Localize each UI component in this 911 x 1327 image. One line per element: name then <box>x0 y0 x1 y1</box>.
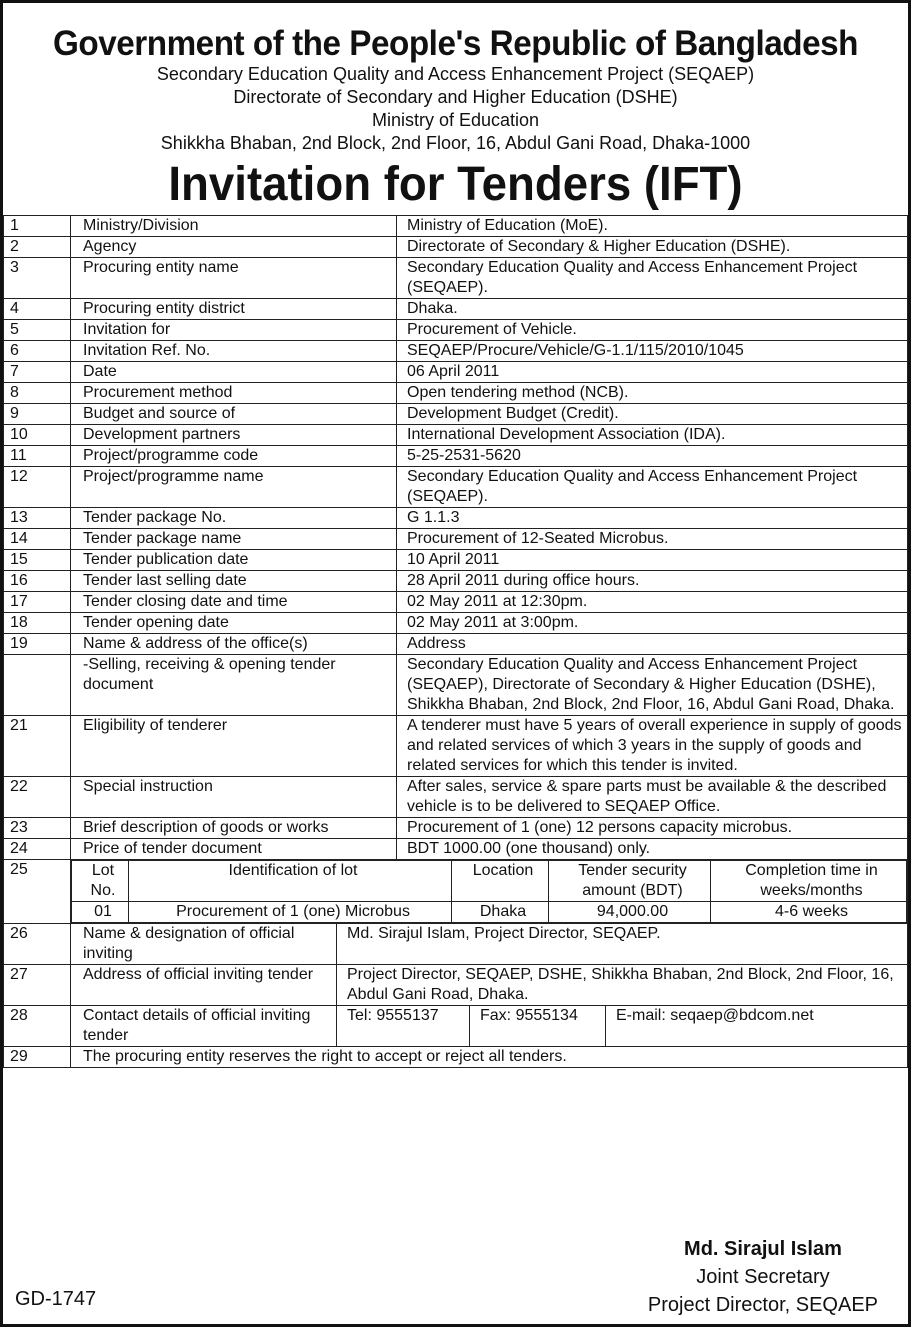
row-number: 21 <box>4 716 71 777</box>
row-value: SEQAEP/Procure/Vehicle/G-1.1/115/2010/1045 <box>397 341 908 362</box>
row-label: Agency <box>71 237 397 258</box>
table-row <box>4 467 908 508</box>
lot-header-location: Location <box>452 861 549 902</box>
row-label: Invitation for <box>71 320 397 341</box>
lot-table <box>71 860 907 923</box>
row-number: 29 <box>4 1047 71 1068</box>
row-value: Ministry of Education (MoE). <box>397 216 908 237</box>
row-label: Project/programme name <box>71 467 397 508</box>
row-label: Eligibility of tenderer <box>71 716 397 777</box>
row-value: Project Director, SEQAEP, DSHE, Shikkha Bhaban, 2nd Block, 2nd Floor, 16, Abdul Gani Road, Dhaka. <box>347 966 894 1003</box>
row-value: Open tendering method (NCB). <box>397 383 908 404</box>
row-value: Directorate of Secondary & Higher Education (DSHE). <box>397 237 908 258</box>
row-number: 27 <box>4 965 71 1006</box>
row-label: Procuring entity district <box>71 299 397 320</box>
table-row <box>4 237 908 258</box>
row-value: 28 April 2011 during office hours. <box>397 571 908 592</box>
table-row <box>4 341 908 362</box>
row-value: 10 April 2011 <box>397 550 908 571</box>
row-text: The procuring entity reserves the right to accept or reject all tenders. <box>71 1047 908 1068</box>
row-number: 14 <box>4 529 71 550</box>
row-label: Address of official inviting tender <box>71 965 337 1005</box>
row-number: 19 <box>4 634 71 655</box>
row-label: Special instruction <box>71 777 397 818</box>
row-value: G 1.1.3 <box>397 508 908 529</box>
row-label: -Selling, receiving & opening tender document <box>71 655 397 716</box>
contact-email: E-mail: seqaep@bdcom.net <box>616 1007 814 1024</box>
row-label: Name & address of the office(s) <box>71 634 397 655</box>
table-row <box>4 777 908 818</box>
row-value: Procurement of 1 (one) 12 persons capacity microbus. <box>397 818 908 839</box>
row-number: 9 <box>4 404 71 425</box>
government-title: Government of the People's Republic of Bangladesh <box>53 24 858 63</box>
row-number: 1 <box>4 216 71 237</box>
row-label: Budget and source of <box>71 404 397 425</box>
row-value: Secondary Education Quality and Access Enhancement Project (SEQAEP). <box>397 258 908 299</box>
row-label: Contact details of official inviting tender <box>71 1006 337 1046</box>
row-label: Date <box>71 362 397 383</box>
row-value: 5-25-2531-5620 <box>397 446 908 467</box>
lot-no: 01 <box>72 902 129 923</box>
row-label: Tender package name <box>71 529 397 550</box>
row-number: 15 <box>4 550 71 571</box>
table-row <box>4 425 908 446</box>
row-value: Procurement of Vehicle. <box>397 320 908 341</box>
row-number: 4 <box>4 299 71 320</box>
directorate-line: Directorate of Secondary and Higher Education (DSHE) <box>233 87 678 107</box>
table-row <box>4 446 908 467</box>
row-value: After sales, service & spare parts must be available & the described vehicle is to be delivered to SEQAEP Office. <box>397 777 908 818</box>
table-row <box>4 613 908 634</box>
lot-header-completion: Completion time in weeks/months <box>711 861 907 902</box>
table-row-26 <box>4 924 908 965</box>
row-number: 2 <box>4 237 71 258</box>
row-value: Development Budget (Credit). <box>397 404 908 425</box>
row-number: 18 <box>4 613 71 634</box>
table-row <box>4 320 908 341</box>
row-number <box>4 655 71 716</box>
table-row <box>4 839 908 860</box>
row-number: 25 <box>4 860 71 924</box>
lot-header-no: Lot No. <box>72 861 129 902</box>
row-number: 8 <box>4 383 71 404</box>
table-row <box>4 404 908 425</box>
lot-identification: Procurement of 1 (one) Microbus <box>129 902 452 923</box>
table-row <box>4 258 908 299</box>
row-value: Md. Sirajul Islam, Project Director, SEQAEP. <box>347 925 661 942</box>
table-row-28 <box>4 1006 908 1047</box>
row-value: BDT 1000.00 (one thousand) only. <box>397 839 908 860</box>
project-line: Secondary Education Quality and Access Enhancement Project (SEQAEP) <box>156 64 755 84</box>
row-value: 06 April 2011 <box>397 362 908 383</box>
lot-header-identification: Identification of lot <box>129 861 452 902</box>
row-number: 13 <box>4 508 71 529</box>
lot-location: Dhaka <box>452 902 549 923</box>
row-value: Secondary Education Quality and Access Enhancement Project (SEQAEP), Directorate of Secondary & Higher Education (DSHE), Shikkha Bhaban, 2nd Block, 2nd Floor, 16, Abdul Gani Road, Dhaka. <box>397 655 908 716</box>
row-number: 26 <box>4 924 71 965</box>
table-row <box>4 216 908 237</box>
table-row <box>4 716 908 777</box>
row-label: Tender publication date <box>71 550 397 571</box>
signatory-role: Project Director, SEQAEP <box>647 1294 878 1316</box>
table-row <box>4 529 908 550</box>
row-number: 11 <box>4 446 71 467</box>
row-label: Development partners <box>71 425 397 446</box>
row-label: Tender last selling date <box>71 571 397 592</box>
row-label: Tender package No. <box>71 508 397 529</box>
row-number: 17 <box>4 592 71 613</box>
table-row <box>4 508 908 529</box>
row-label: Ministry/Division <box>71 216 397 237</box>
ministry-line: Ministry of Education <box>371 110 540 130</box>
row-label: Procuring entity name <box>71 258 397 299</box>
table-row <box>4 592 908 613</box>
row-number: 7 <box>4 362 71 383</box>
ift-heading: Invitation for Tenders (IFT) <box>168 158 743 211</box>
row-label: Invitation Ref. No. <box>71 341 397 362</box>
row-value: International Development Association (IDA). <box>397 425 908 446</box>
lot-security: 94,000.00 <box>549 902 711 923</box>
table-row <box>4 383 908 404</box>
row-number: 23 <box>4 818 71 839</box>
row-value: Dhaka. <box>397 299 908 320</box>
row-number: 24 <box>4 839 71 860</box>
table-row-lot <box>4 860 908 924</box>
row-number: 16 <box>4 571 71 592</box>
row-number: 10 <box>4 425 71 446</box>
table-row <box>4 299 908 320</box>
table-row-27 <box>4 965 908 1006</box>
table-row <box>4 818 908 839</box>
signature-block <box>648 1235 878 1319</box>
row-value: Procurement of 12-Seated Microbus. <box>397 529 908 550</box>
row-label: Brief description of goods or works <box>71 818 397 839</box>
table-row-29 <box>4 1047 908 1068</box>
row-label: Name & designation of official inviting <box>71 924 337 964</box>
row-number: 28 <box>4 1006 71 1047</box>
row-label: Tender closing date and time <box>71 592 397 613</box>
row-label: Tender opening date <box>71 613 397 634</box>
table-row <box>4 634 908 655</box>
notice-header <box>3 25 908 215</box>
row-value: Secondary Education Quality and Access Enhancement Project (SEQAEP). <box>397 467 908 508</box>
address-line: Shikkha Bhaban, 2nd Block, 2nd Floor, 16, Abdul Gani Road, Dhaka-1000 <box>160 133 751 153</box>
row-value: Address <box>397 634 908 655</box>
row-number: 6 <box>4 341 71 362</box>
table-row <box>4 362 908 383</box>
row-value: A tenderer must have 5 years of overall experience in supply of goods and related services of which 3 years in the supply of goods and related services for which this tender is invited. <box>397 716 908 777</box>
row-number: 3 <box>4 258 71 299</box>
row-value: 02 May 2011 at 12:30pm. <box>397 592 908 613</box>
signatory-name: Md. Sirajul Islam <box>684 1238 842 1260</box>
table-row <box>4 550 908 571</box>
row-number: 12 <box>4 467 71 508</box>
notice-code: GD-1747 <box>15 1288 97 1310</box>
row-label: Procurement method <box>71 383 397 404</box>
signatory-designation: Joint Secretary <box>696 1266 830 1288</box>
contact-fax: Fax: 9555134 <box>470 1006 606 1046</box>
lot-completion: 4-6 weeks <box>711 902 907 923</box>
table-row <box>4 571 908 592</box>
row-value: 02 May 2011 at 3:00pm. <box>397 613 908 634</box>
lot-header-security: Tender security amount (BDT) <box>549 861 711 902</box>
table-row <box>4 655 908 716</box>
row-number: 5 <box>4 320 71 341</box>
row-label: Project/programme code <box>71 446 397 467</box>
tender-table <box>3 215 908 1068</box>
contact-tel: Tel: 9555137 <box>337 1006 470 1046</box>
row-label: Price of tender document <box>71 839 397 860</box>
row-number: 22 <box>4 777 71 818</box>
